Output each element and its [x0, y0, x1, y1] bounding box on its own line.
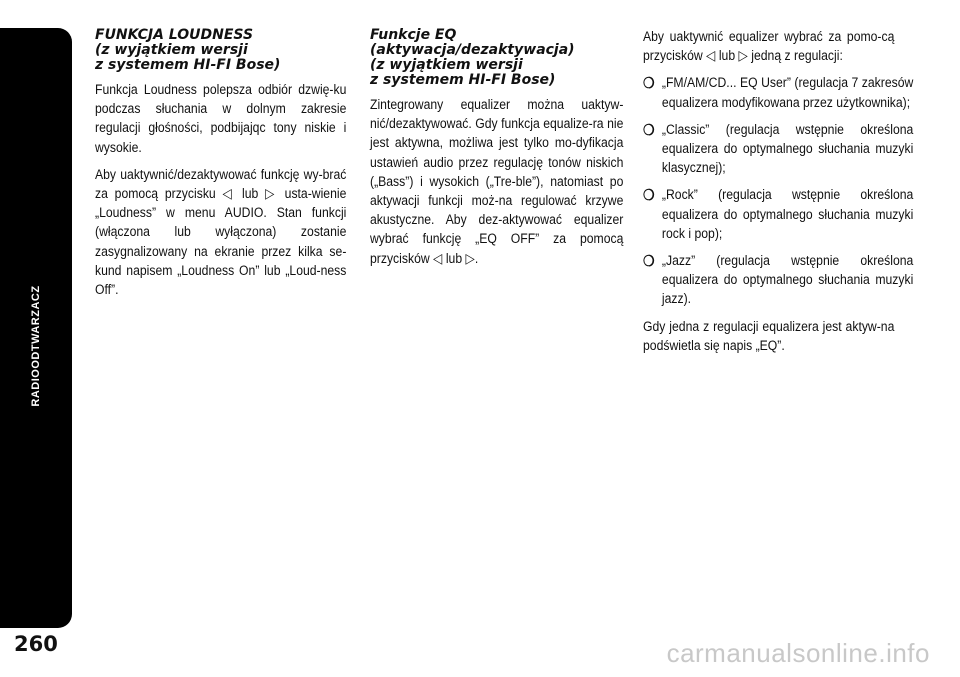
eq-paragraph: Zintegrowany equalizer można uaktyw-nić/dezaktywować. Gdy funkcja equalize-ra nie jest aktywna, możliwa jest tylko mo-dyfikacja ustawień audio przez regulację tonów niskich („Bass”) i wysokich („Tre-ble”), natomiast po aktywacji funkcji moż-na regulować krzywe akustyczne. Aby dez-aktywować equalizer wybrać funkcję „EQ OFF” za pomocą przycisków ◁ lub ▷. [370, 97, 624, 267]
heading-line: (aktywacja/dezaktywacja) [370, 42, 575, 58]
heading-line: FUNKCJA LOUDNESS [95, 27, 254, 43]
section-tab [0, 28, 72, 628]
watermark: carmanualsonline.info [666, 638, 930, 668]
page-number: 260 [14, 632, 58, 656]
eq-heading [370, 28, 624, 88]
eq-presets-intro: Aby uaktywnić equalizer wybrać za pomo-cą przycisków ◁ lub ▷ jedną z regulacji: [643, 29, 895, 65]
list-item [643, 121, 913, 179]
bullet-circle-icon: ❍ [643, 75, 655, 93]
list-item [643, 252, 913, 310]
heading-line: (z wyjątkiem wersji [95, 42, 248, 58]
list-item [643, 186, 913, 244]
list-item-text: „Jazz” (regulacja wstępnie określona equalizera do optymalnego słuchania muzyki jazz). [661, 253, 914, 308]
column-eq-presets [643, 28, 914, 364]
list-item-text: „Rock” (regulacja wstępnie określona equalizera do optymalnego słuchania muzyki rock i pop); [661, 187, 914, 242]
loudness-paragraph-1: Funkcja Loudness polepsza odbiór dzwię-ku podczas słuchania w dolnym zakresie regulacji głośności, podbijajqc tony niskie i wysokie. [95, 82, 347, 156]
bullet-circle-icon: ❍ [643, 121, 655, 139]
column-eq [370, 28, 624, 277]
eq-presets-outro: Gdy jedna z regulacji equalizera jest aktyw-na podświetla się napis „EQ”. [643, 318, 895, 354]
heading-line: Funkcje EQ [370, 27, 457, 43]
loudness-heading [95, 28, 347, 73]
heading-line: z systemem HI-FI Bose) [95, 57, 281, 73]
bullet-circle-icon: ❍ [643, 253, 655, 271]
list-item [643, 74, 913, 112]
list-item-text: „FM/AM/CD... EQ User” (regulacja 7 zakresów equalizera modyfikowana przez użytkownika); [661, 75, 914, 111]
heading-line: (z wyjątkiem wersji [370, 57, 523, 73]
heading-line: z systemem HI-FI Bose) [370, 72, 556, 88]
eq-presets-list [643, 74, 914, 309]
section-label: RADIOODTWARZACZ [30, 285, 42, 407]
list-item-text: „Classic” (regulacja wstępnie określona equalizera do optymalnego słuchania muzyki klasycznej); [661, 121, 914, 177]
loudness-paragraph-2: Aby uaktywnić/dezaktywować funkcję wy-brać za pomocą przycisku ◁ lub ▷ usta-wienie „Loudness” w menu AUDIO. Stan funkcji (włączona lub wyłączona) zostanie zasygnalizowany na ekranie przez kilka se-kund napisem „Loudness On” lub „Loud-ness Off”. [95, 166, 347, 299]
column-loudness [95, 28, 347, 308]
bullet-circle-icon: ❍ [643, 187, 655, 205]
